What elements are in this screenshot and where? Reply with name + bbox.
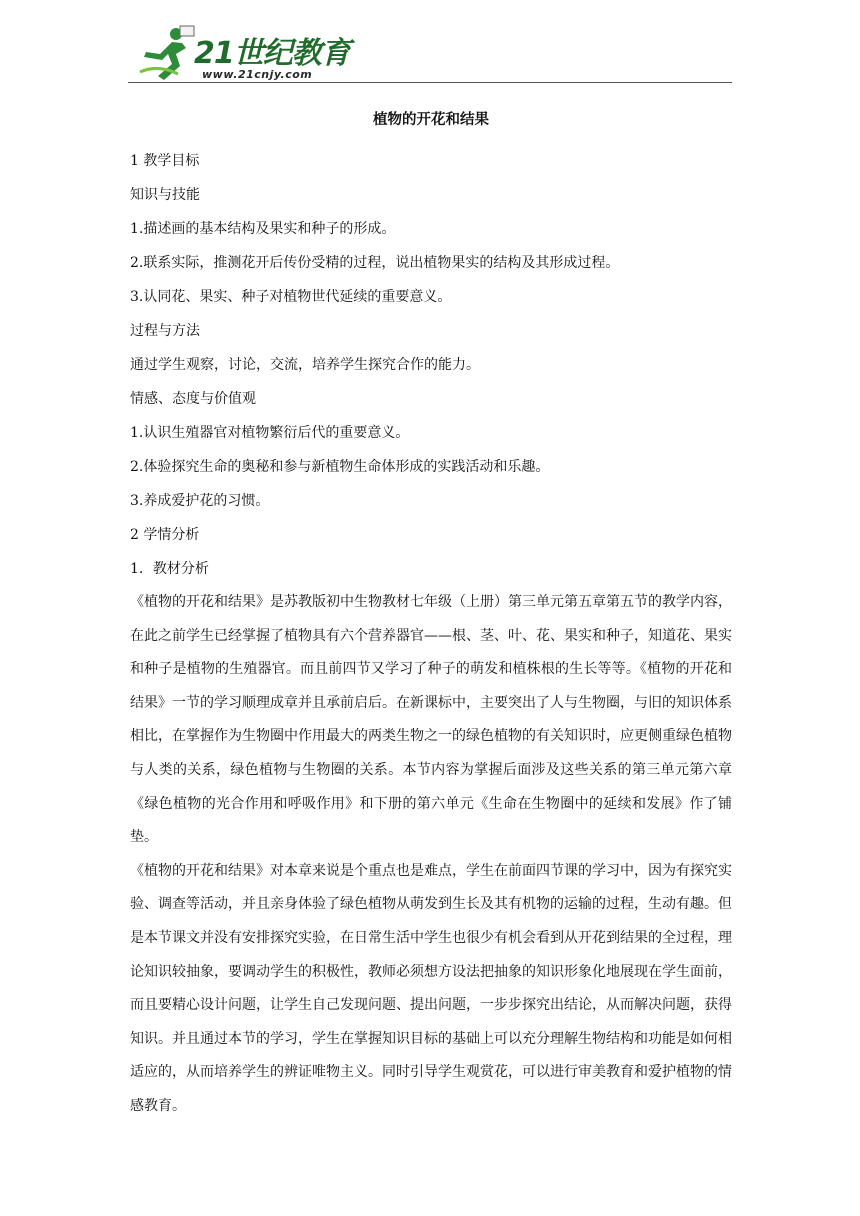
header-divider <box>128 82 732 83</box>
section-heading: 2 学情分析 <box>130 527 200 543</box>
runner-logo-icon <box>138 24 198 84</box>
logo <box>138 24 368 90</box>
page-title: 植物的开花和结果 <box>373 112 489 128</box>
subheading: 过程与方法 <box>130 323 200 339</box>
section-heading: 1 教学目标 <box>130 153 200 169</box>
list-item: 3.养成爱护花的习惯。 <box>130 493 270 509</box>
text-line: 通过学生观察，讨论，交流，培养学生探究合作的能力。 <box>130 357 480 373</box>
page-header <box>128 14 732 84</box>
list-item: 3.认同花、果实、种子对植物世代延续的重要意义。 <box>130 289 452 305</box>
document-body <box>130 108 732 1124</box>
subheading: 1．教材分析 <box>130 561 209 577</box>
subheading: 知识与技能 <box>130 187 200 203</box>
logo-text: 21世纪教育 <box>194 36 350 71</box>
list-item: 1.认识生殖器官对植物繁衍后代的重要意义。 <box>130 425 410 441</box>
paragraph: 《植物的开花和结果》是苏教版初中生物教材七年级（上册）第三单元第五章第五节的教学内容，在此之前学生已经掌握了植物具有六个营养器官——根、茎、叶、花、果实和种子，知道花、果实和种子是植物的生殖器官。而且前四节又学习了种子的萌发和植株根的生长等等。《植物的开花和结果》一节的学习顺理成章并且承前启后。在新课标中，主要突出了人与生物圈，与旧的知识体系相比，在掌握作为生物圈中作用最大的两类生物之一的绿色植物的有关知识时，应更侧重绿色植物与人类的关系，绿色植物与生物圈的关系。本节内容为掌握后面涉及这些关系的第三单元第六章《绿色植物的光合作用和呼吸作用》和下册的第六单元《生命在生物圈中的延续和发展》作了铺垫。 <box>130 594 732 846</box>
subheading: 情感、态度与价值观 <box>130 391 256 407</box>
list-item: 2.体验探究生命的奥秘和参与新植物生命体形成的实践活动和乐趣。 <box>130 459 550 475</box>
paragraph: 《植物的开花和结果》对本章来说是个重点也是难点，学生在前面四节课的学习中，因为有探究实验、调查等活动，并且亲身体验了绿色植物从萌发到生长及其有机物的运输的过程，生动有趣。但是本节课文并没有安排探究实验，在日常生活中学生也很少有机会看到从开花到结果的全过程，理论知识较抽象，要调动学生的积极性，教师必须想方设法把抽象的知识形象化地展现在学生面前，而且要精心设计问题，让学生自己发现问题、提出问题，一步步探究出结论，从而解决问题，获得知识。并且通过本节的学习，学生在掌握知识目标的基础上可以充分理解生物结构和功能是如何相适应的，从而培养学生的辨证唯物主义。同时引导学生观赏花，可以进行审美教育和爱护植物的情感教育。 <box>130 862 732 1114</box>
list-item: 2.联系实际，推测花开后传份受精的过程，说出植物果实的结构及其形成过程。 <box>130 255 620 271</box>
logo-url: www.21cnjy.com <box>202 68 313 81</box>
list-item: 1.描述画的基本结构及果实和种子的形成。 <box>130 221 396 237</box>
